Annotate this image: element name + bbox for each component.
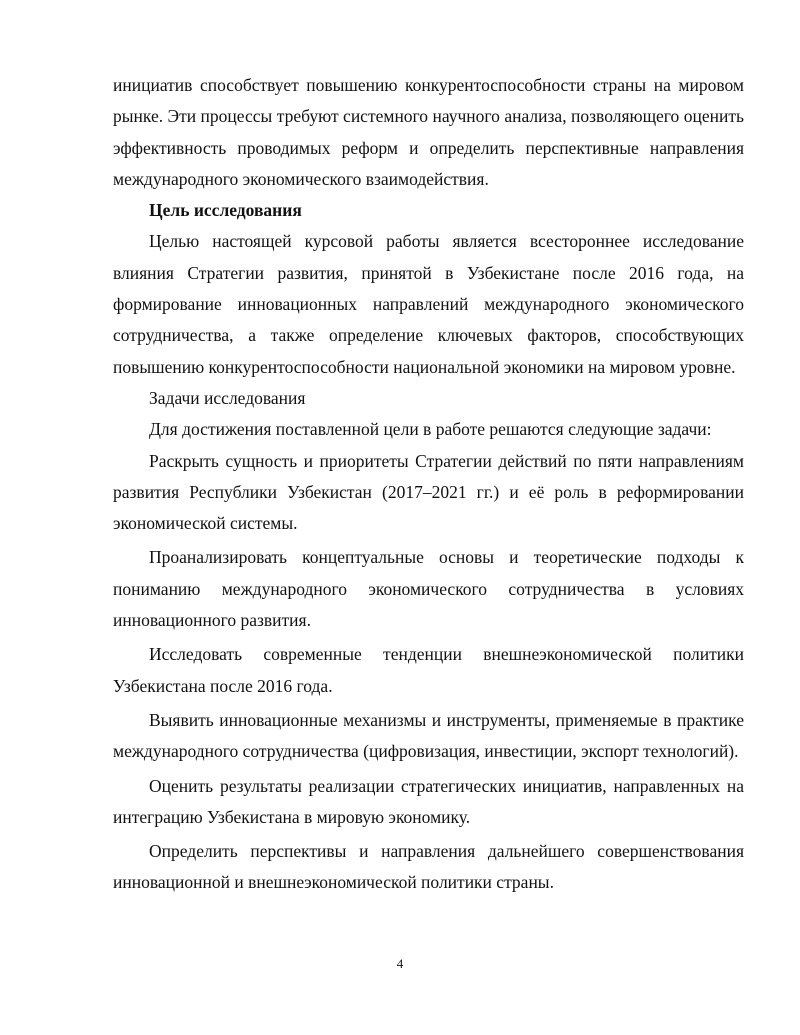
paragraph-task-2: Проанализировать концептуальные основы и теоретические подходы к пониманию международного экономического сотрудничества в условиях инновационного развития. [113,547,744,631]
paragraph-task-6: Определить перспективы и направления дальнейшего совершенствования инновационной и внешнеэкономической политики страны. [113,841,744,893]
paragraph-task-4: Выявить инновационные механизмы и инструменты, применяемые в практике международного сотрудничества (цифровизация, инвестиции, экспорт технологий). [113,709,744,762]
paragraph-task-5: Оценить результаты реализации стратегических инициатив, направленных на интеграцию Узбекистана в мировую экономику. [113,775,744,827]
paragraph-task-3: Исследовать современные тенденции внешнеэкономической политики Узбекистана после 2016 года. [113,644,744,696]
paragraph-tasks-intro: Для достижения поставленной цели в работе решаются следующие задачи: [149,419,712,440]
paragraph-research-goal: Целью настоящей курсовой работы является всестороннее исследование влияния Стратегии развития, принятой в Узбекистане после 2016 года, на формирование инновационных направлений международного экономического сотрудничества, а также определение ключевых факторов, способствующих повышению конкурентоспособности национальной экономики на мировом уровне. [113,231,744,377]
heading-research-tasks: Задачи исследования [149,387,306,408]
paragraph-intro-continuation: инициатив способствует повышению конкурентоспособности страны на мировом рынке. Эти процессы требуют системного научного анализа, позволяющего оценить эффективность проводимых реформ и определить перспективные направления международного экономического взаимодействия. [113,75,744,189]
document-page [113,70,744,899]
page-number: 4 [396,956,404,971]
heading-research-goal: Цель исследования [149,200,302,221]
paragraph-task-1: Раскрыть сущность и приоритеты Стратегии действий по пяти направлениям развития Республики Узбекистан (2017–2021 гг.) и её роль в реформировании экономической системы. [113,450,744,534]
